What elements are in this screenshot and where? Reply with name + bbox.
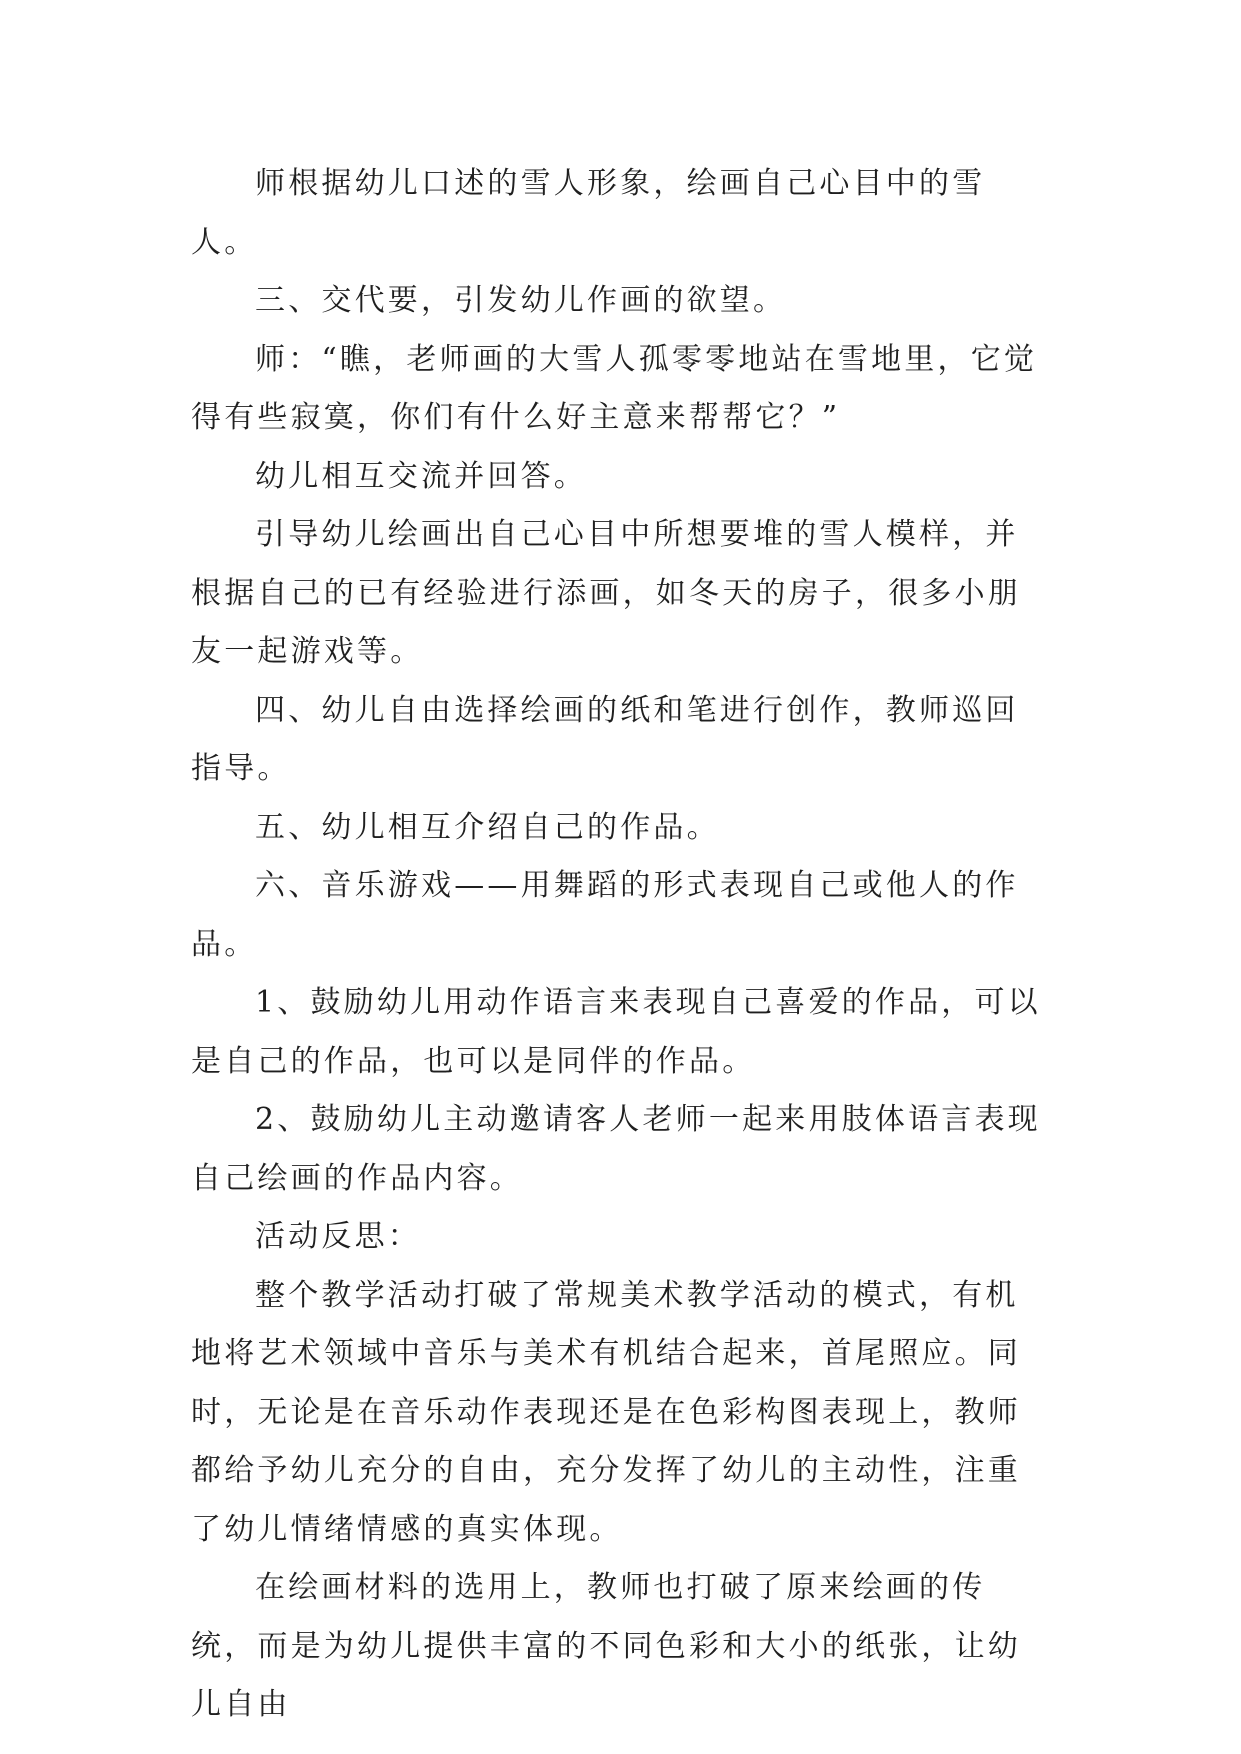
paragraph: 引导幼儿绘画出自己心目中所想要堆的雪人模样，并根据自己的已有经验进行添画，如冬天的房子，很多小朋友一起游戏等。 <box>191 517 1021 669</box>
paragraph: 在绘画材料的选用上，教师也打破了原来绘画的传统，而是为幼儿提供丰富的不同色彩和大小的纸张，让幼儿自由 <box>191 1570 1021 1722</box>
paragraph: 1、鼓励幼儿用动作语言来表现自己喜爱的作品，可以是自己的作品，也可以是同伴的作品。 <box>191 985 1041 1079</box>
paragraph: 五、幼儿相互介绍自己的作品。 <box>255 809 720 845</box>
paragraph: 2、鼓励幼儿主动邀请客人老师一起来用肢体语言表现自己绘画的作品内容。 <box>191 1102 1041 1196</box>
paragraph: 四、幼儿自由选择绘画的纸和笔进行创作，教师巡回指导。 <box>191 692 1019 786</box>
section-heading: 活动反思： <box>255 1219 421 1254</box>
body-text <box>191 155 1051 1735</box>
paragraph: 三、交代要，引发幼儿作画的欲望。 <box>255 283 787 318</box>
paragraph: 师根据幼儿口述的雪人形象，绘画自己心目中的雪人。 <box>191 166 986 260</box>
paragraph: 幼儿相互交流并回答。 <box>255 458 587 494</box>
paragraph: 整个教学活动打破了常规美术教学活动的模式，有机地将艺术领域中音乐与美术有机结合起来，首尾照应。同时，无论是在音乐动作表现还是在色彩构图表现上，教师都给予幼儿充分的自由，充分发挥了幼儿的主动性，注重了幼儿情绪情感的真实体现。 <box>191 1277 1021 1547</box>
paragraph: 六、音乐游戏——用舞蹈的形式表现自己或他人的作品。 <box>191 868 1019 962</box>
paragraph: 师：“瞧，老师画的大雪人孤零零地站在雪地里，它觉得有些寂寞，你们有什么好主意来帮帮它？” <box>191 341 1038 435</box>
